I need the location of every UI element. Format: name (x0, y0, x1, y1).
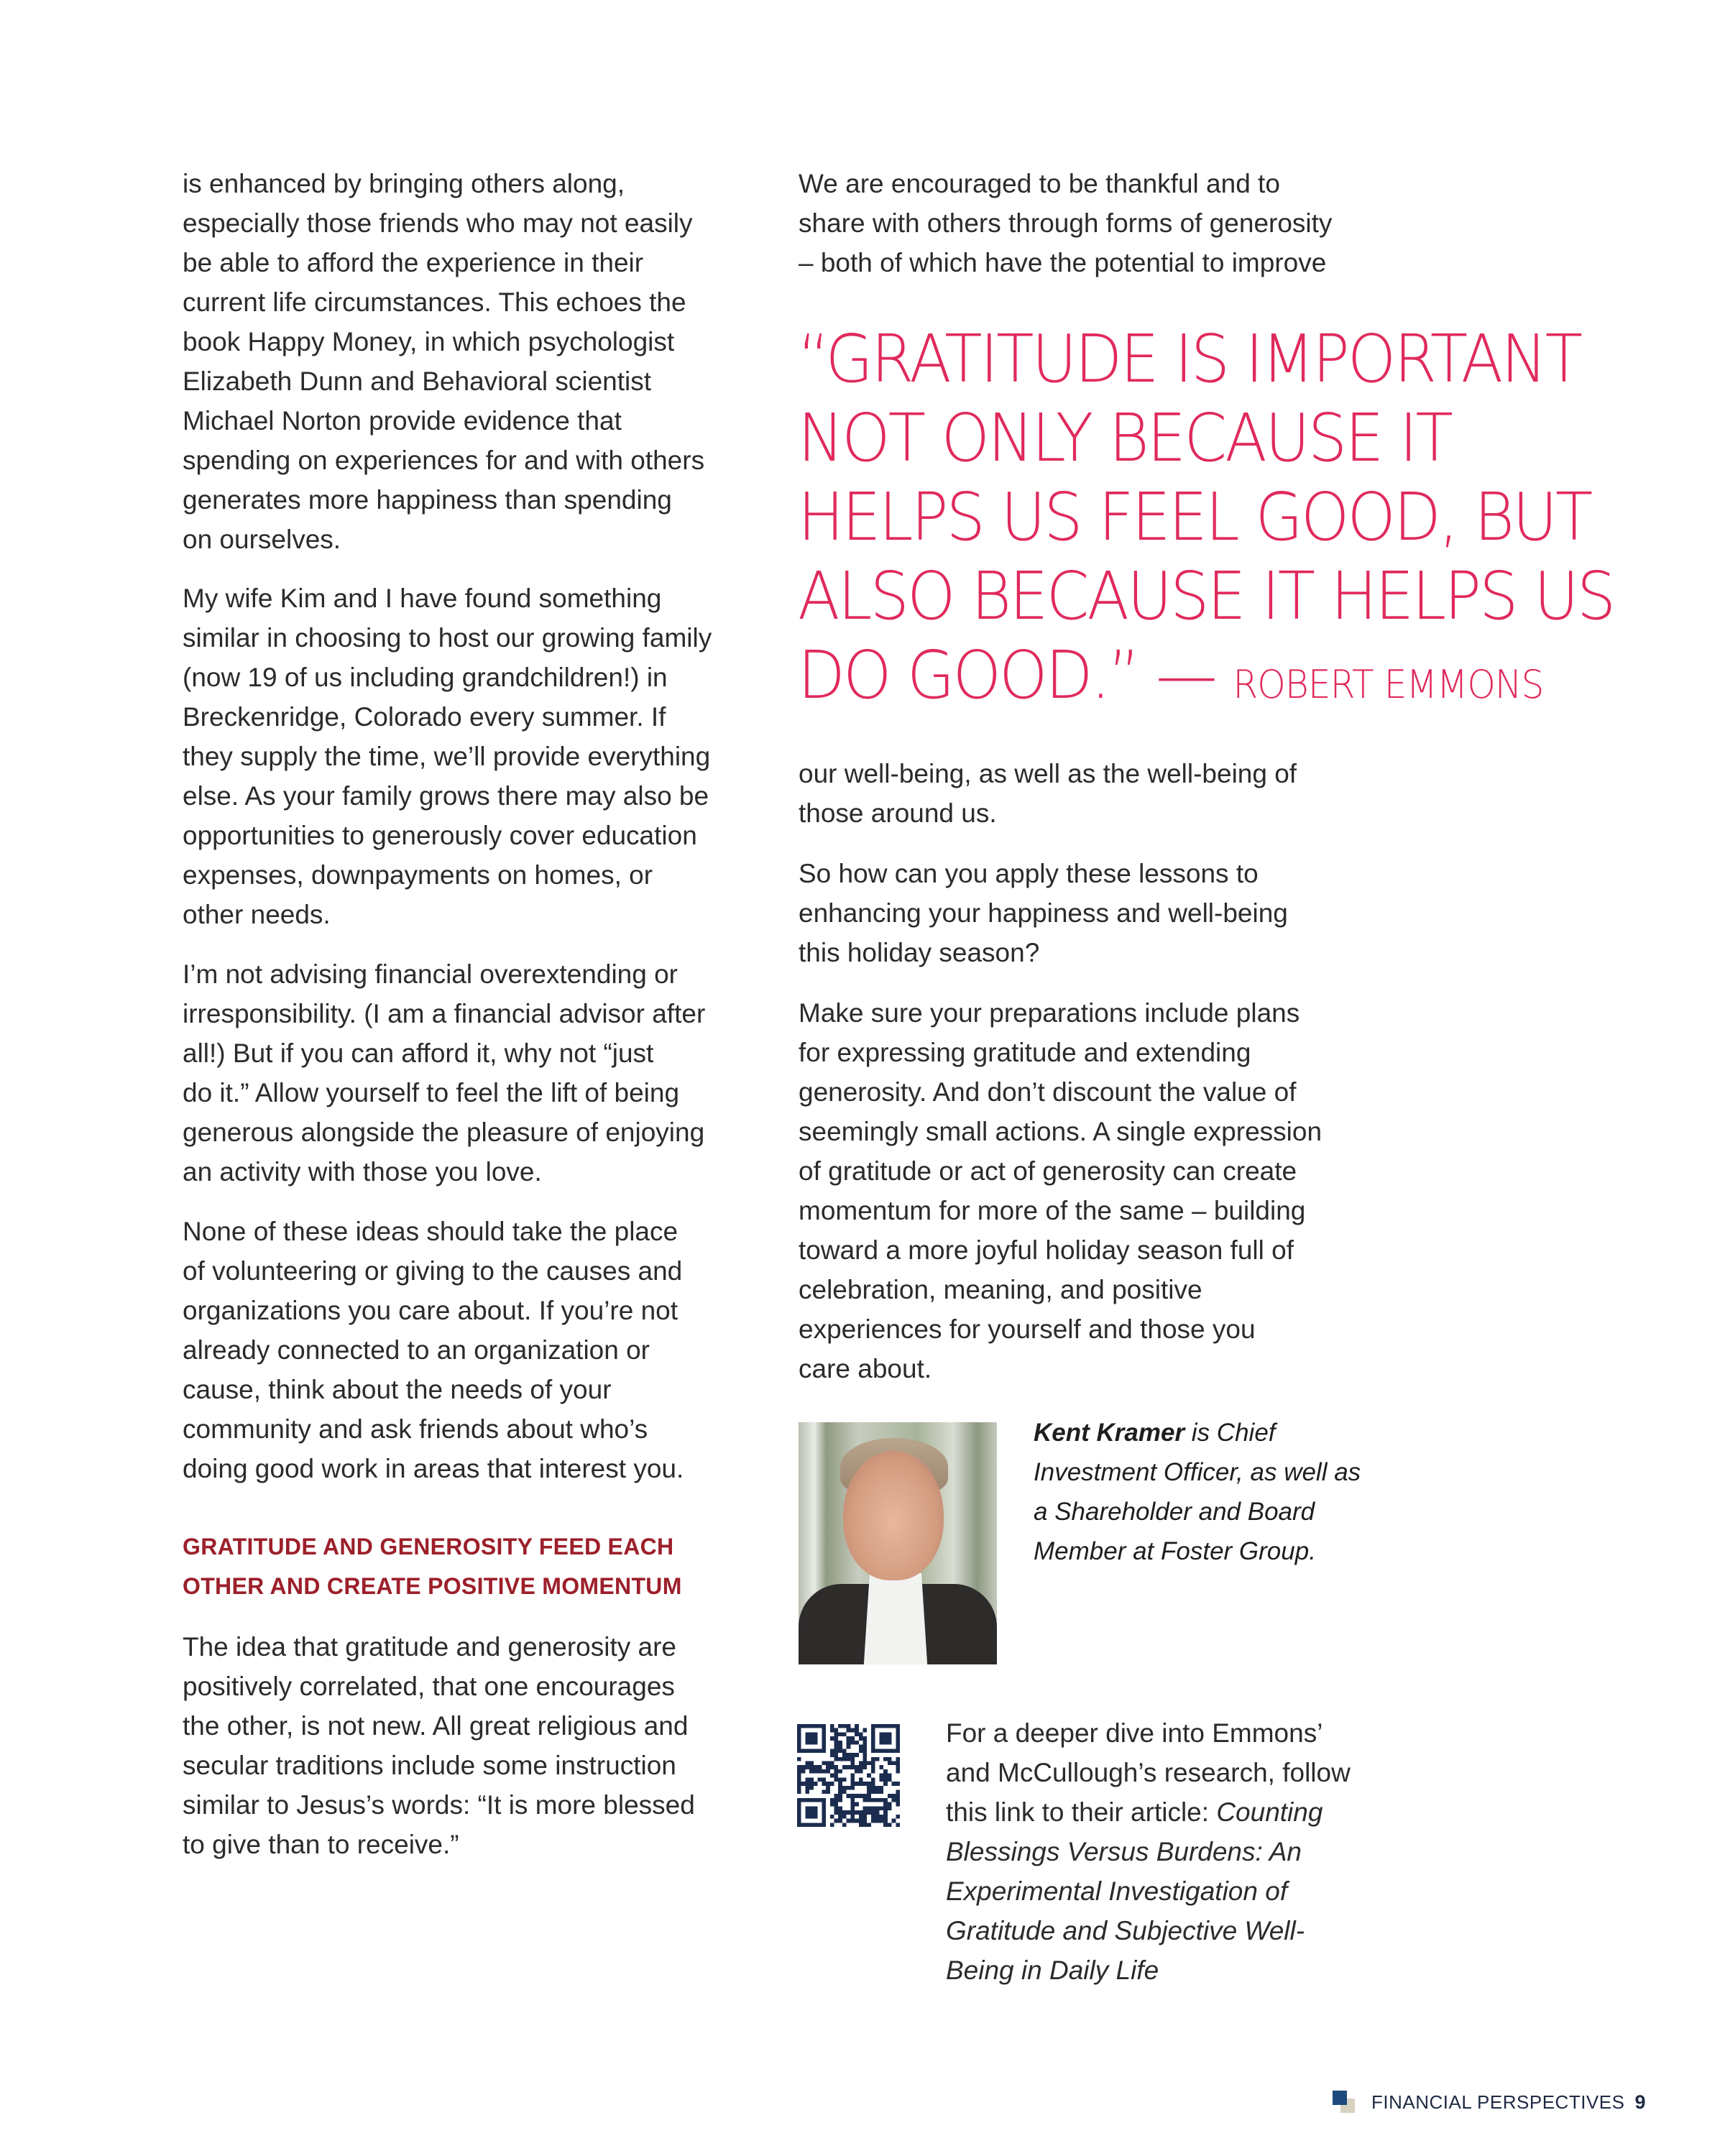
text-line: especially those friends who may not easily (183, 208, 693, 238)
right-paragraph-4 (799, 993, 1322, 1388)
text-line: of volunteering or giving to the causes and (183, 1256, 683, 1286)
right-paragraph-3 (799, 854, 1288, 972)
text-line: else. As your family grows there may also be (183, 781, 709, 811)
text-line: momentum for more of the same – building (799, 1196, 1306, 1225)
text-line: to give than to receive.” (183, 1830, 459, 1859)
author-name: Kent Kramer (1034, 1419, 1185, 1447)
pull-quote (798, 320, 1614, 724)
text-line: Make sure your preparations include plans (799, 998, 1300, 1028)
text-line: on ourselves. (183, 525, 341, 554)
article-title[interactable]: Being in Daily Life (946, 1955, 1159, 1985)
left-paragraph-4 (183, 1212, 684, 1488)
text-line: of gratitude or act of generosity can create (799, 1156, 1297, 1186)
text-line: similar in choosing to host our growing family (183, 623, 712, 653)
text-line: celebration, meaning, and positive (799, 1275, 1202, 1304)
text-line: expenses, downpayments on homes, or (183, 860, 653, 890)
text-line: our well-being, as well as the well-being of (799, 759, 1297, 788)
text-line: current life circumstances. This echoes the (183, 287, 686, 317)
text-line: (now 19 of us including grandchildren!) in (183, 663, 668, 692)
qr-note-line: this link to their article: (946, 1797, 1217, 1827)
text-line: So how can you apply these lessons to (799, 859, 1259, 888)
text-line: enhancing your happiness and well-being (799, 898, 1288, 928)
text-line: Elizabeth Dunn and Behavioral scientist (183, 367, 651, 396)
left-paragraph-2 (183, 579, 712, 934)
article-title[interactable]: Experimental Investigation of (946, 1876, 1288, 1906)
page-footer (1333, 2088, 1645, 2116)
left-paragraph-3 (183, 954, 705, 1192)
text-line: We are encouraged to be thankful and to (799, 169, 1280, 198)
text-line: they supply the time, we’ll provide everything (183, 742, 711, 771)
left-paragraph-1 (183, 164, 704, 559)
bio-text: Investment Officer, as well as (1034, 1458, 1361, 1486)
text-line: seemingly small actions. A single expression (799, 1117, 1322, 1146)
qr-note-line: and McCullough’s research, follow (946, 1758, 1351, 1787)
text-line: generosity. And don’t discount the value of (799, 1077, 1297, 1107)
publication-name: FINANCIAL PERSPECTIVES (1371, 2091, 1625, 2113)
text-line: – both of which have the potential to improve (799, 248, 1327, 277)
author-bio (1034, 1413, 1361, 1571)
pull-quote-line: “GRATITUDE IS IMPORTANT (798, 321, 1581, 397)
text-line: GRATITUDE AND GENEROSITY FEED EACH (183, 1534, 674, 1560)
text-line: irresponsibility. (I am a financial advisor after (183, 999, 706, 1028)
text-line: Breckenridge, Colorado every summer. If (183, 702, 666, 732)
text-line: spending on experiences for and with others (183, 446, 705, 475)
page-number: 9 (1634, 2091, 1646, 2113)
text-line: this holiday season? (799, 938, 1040, 967)
text-line: toward a more joyful holiday season full of (799, 1235, 1294, 1265)
text-line: do it.” Allow yourself to feel the lift of being (183, 1078, 680, 1107)
text-line: share with others through forms of generosity (799, 208, 1333, 238)
text-line: Michael Norton provide evidence that (183, 406, 622, 436)
text-line: None of these ideas should take the place (183, 1217, 678, 1246)
text-line: is enhanced by bringing others along, (183, 169, 625, 198)
text-line: generous alongside the pleasure of enjoying (183, 1118, 705, 1147)
text-line: generates more happiness than spending (183, 485, 672, 515)
text-line: positively correlated, that one encourages (183, 1672, 675, 1701)
pull-quote-line: NOT ONLY BECAUSE IT (798, 400, 1451, 476)
text-line: doing good work in areas that interest you. (183, 1454, 684, 1483)
author-photo (799, 1422, 997, 1664)
bio-text: Member at Foster Group. (1034, 1537, 1316, 1565)
text-line: all!) But if you can afford it, why not “just (183, 1038, 654, 1068)
text-line: for expressing gratitude and extending (799, 1038, 1251, 1067)
text-line: My wife Kim and I have found something (183, 584, 662, 613)
right-paragraph-1 (799, 164, 1332, 282)
text-line: I’m not advising financial overextending or (183, 959, 678, 989)
text-line: community and ask friends about who’s (183, 1414, 648, 1444)
qr-note (946, 1713, 1351, 1990)
text-line: be able to afford the experience in their (183, 248, 644, 277)
text-line: organizations you care about. If you’re not (183, 1296, 678, 1325)
text-line: cause, think about the needs of your (183, 1375, 612, 1404)
bio-text: is Chief (1184, 1419, 1276, 1447)
pull-quote-line: ALSO BECAUSE IT HELPS US (798, 558, 1614, 635)
text-line: already connected to an organization or (183, 1335, 650, 1365)
article-title[interactable]: Counting (1216, 1797, 1323, 1827)
text-line: those around us. (799, 798, 997, 828)
text-line: care about. (799, 1354, 932, 1383)
left-paragraph-5 (183, 1627, 695, 1864)
text-line: other needs. (183, 900, 331, 929)
text-line: secular traditions include some instruction (183, 1751, 676, 1780)
article-title[interactable]: Gratitude and Subjective Well- (946, 1916, 1305, 1945)
pull-quote-line: DO GOOD.” — (798, 637, 1215, 714)
article-title[interactable]: Blessings Versus Burdens: An (946, 1837, 1302, 1866)
qr-code[interactable] (797, 1724, 900, 1827)
text-line: opportunities to generously cover education (183, 821, 697, 850)
pull-quote-line: HELPS US FEEL GOOD, BUT (798, 479, 1591, 556)
foster-group-logo-icon (1333, 2091, 1356, 2114)
right-paragraph-2 (799, 754, 1297, 833)
bio-text: a Shareholder and Board (1034, 1498, 1315, 1526)
section-heading (183, 1527, 682, 1606)
text-line: the other, is not new. All great religious and (183, 1711, 689, 1741)
text-line: book Happy Money, in which psychologist (183, 327, 675, 356)
text-line: experiences for yourself and those you (799, 1314, 1256, 1344)
text-line: The idea that gratitude and generosity are (183, 1632, 677, 1662)
text-line: an activity with those you love. (183, 1157, 542, 1187)
quote-attribution: ROBERT EMMONS (1233, 662, 1544, 707)
qr-note-line: For a deeper dive into Emmons’ (946, 1718, 1323, 1748)
text-line: OTHER AND CREATE POSITIVE MOMENTUM (183, 1573, 682, 1599)
text-line: similar to Jesus’s words: “It is more blessed (183, 1790, 695, 1820)
